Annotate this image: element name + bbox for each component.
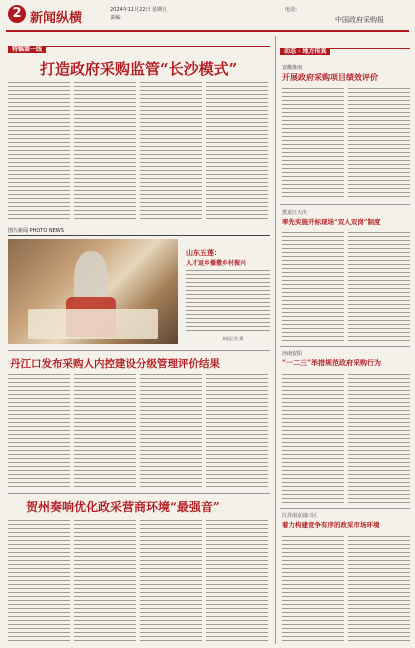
right-a2-text-col-1 [282, 232, 344, 342]
masthead-rule [6, 30, 409, 32]
lead-text-col-3 [140, 82, 202, 222]
article3-text-col-2 [74, 520, 136, 644]
right-box-header [280, 38, 410, 55]
right-a1-text-col-2 [348, 88, 410, 200]
photo-news-label: 图片新闻 PHOTO NEWS [8, 226, 270, 236]
news-photo [8, 239, 178, 344]
right-a2-kicker: 黑龙江大庆 [282, 210, 308, 216]
right-a4-kicker: 江苏南京浦口区 [282, 513, 318, 519]
lead-headline: 打造政府采购监管“长沙模式” [40, 60, 238, 78]
article3-text-col-3 [140, 520, 202, 644]
photo-noodle-tray [28, 309, 158, 339]
article2-text-col-3 [140, 374, 202, 489]
article3-text-col-4 [206, 520, 268, 644]
article2-text-col-4 [206, 374, 268, 489]
right-a3-text-col-2 [348, 374, 410, 504]
photo-caption-title: 山东五莲： [186, 249, 221, 257]
right-a4-headline: 着力构建竞争有序的政采市场环境 [282, 521, 380, 529]
lead-text-col-1 [8, 82, 70, 222]
right-a3-kicker: 河南安阳 [282, 351, 303, 357]
lead-text-col-4 [206, 82, 268, 222]
right-divider-2 [280, 346, 410, 347]
right-box-tag: 动态 · 地方传真 [280, 48, 330, 55]
right-a1-text-col-1 [282, 88, 344, 200]
right-divider-3 [280, 508, 410, 509]
right-a1-kicker: 安徽淮南 [282, 65, 303, 71]
article2-text-col-1 [8, 374, 70, 489]
photo-news [8, 226, 270, 346]
editor-line: 责编： [110, 15, 126, 21]
lead-text-col-2 [74, 82, 136, 222]
paper-name: 中国政府采购报 [335, 16, 384, 24]
right-a2-text-col-2 [348, 232, 410, 342]
article2-headline: 丹江口发布采购人内控建设分级管理评价结果 [10, 358, 220, 370]
top-band-label: 特稿第一线 [8, 46, 46, 53]
right-a4-text-col-1 [282, 536, 344, 644]
right-a3-headline: “一二三”举措规范政府采购行为 [282, 358, 382, 367]
right-a4-text-col-2 [348, 536, 410, 644]
divider-article2 [8, 350, 270, 351]
right-a2-headline: 率先实施开标现场“双人双岗”制度 [282, 218, 381, 226]
photo-caption-subtitle: 人才返乡播撒乡村振兴 [186, 260, 247, 267]
article3-headline: 贺州奏响优化政采营商环境“最强音” [26, 500, 220, 514]
column-divider [275, 36, 276, 644]
divider-article3 [8, 493, 270, 494]
photo-credit: 本报记者 摄 [222, 336, 244, 341]
issue-date: 2024年11月22日 星期五 [110, 7, 168, 13]
article3-text-col-1 [8, 520, 70, 644]
right-a1-headline: 开展政府采购项目绩效评价 [282, 72, 378, 82]
right-a3-text-col-1 [282, 374, 344, 504]
right-divider-1 [280, 204, 410, 205]
phone-line: 电话： [285, 7, 301, 13]
photo-caption-text [186, 270, 270, 334]
article2-text-col-2 [74, 374, 136, 489]
page-number-badge: 2 [8, 5, 26, 23]
top-band [8, 36, 270, 53]
section-title: 新闻纵横 [30, 11, 83, 26]
